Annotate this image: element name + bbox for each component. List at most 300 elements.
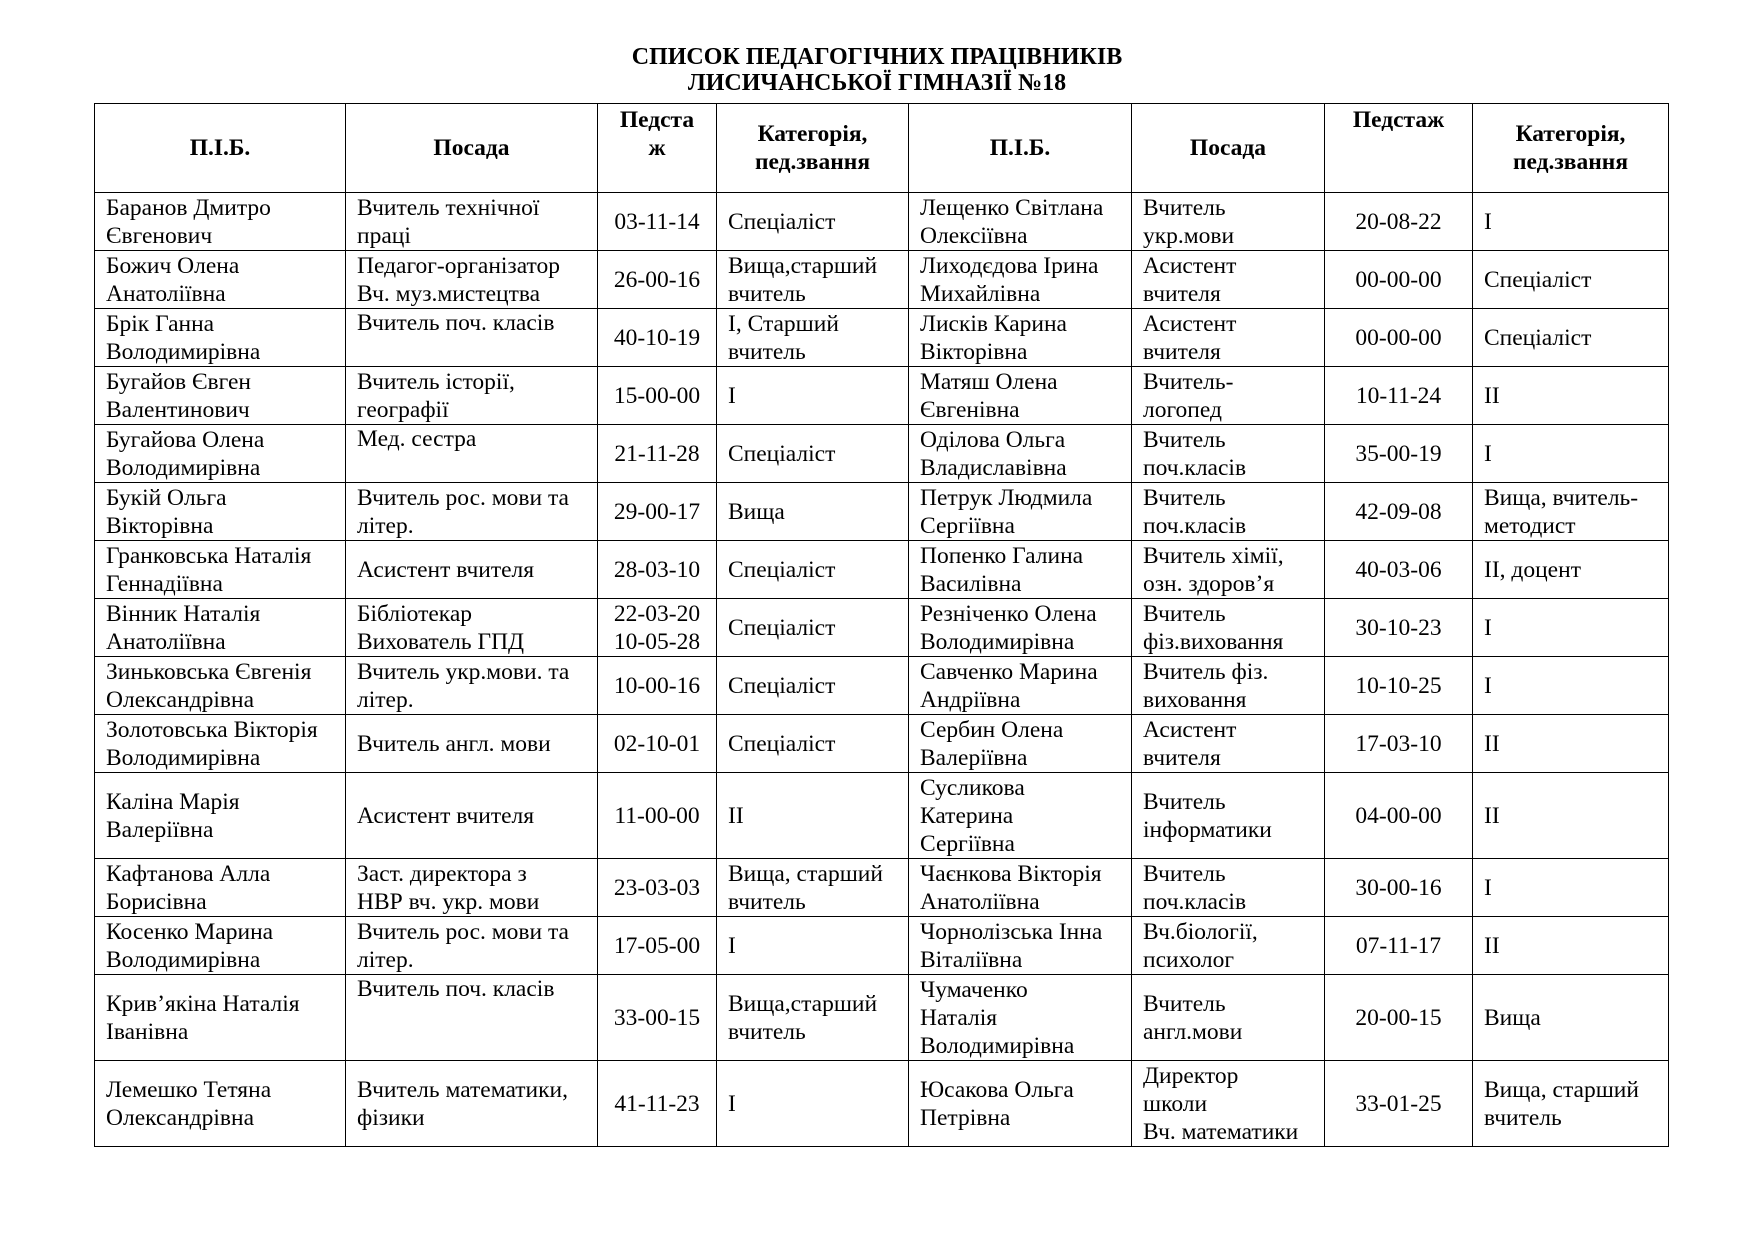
cell-position: [346, 859, 598, 917]
cell-line: Чумаченко: [920, 976, 1028, 1003]
cell-name-right: [909, 773, 1132, 859]
cell-line: Геннадіївна: [106, 570, 223, 597]
cell-line: Букій Ольга: [106, 484, 227, 511]
cell-line: Катерина: [920, 802, 1014, 829]
cell-experience-right: [1325, 193, 1473, 251]
cell-position-right: [1132, 251, 1325, 309]
cell-line: Спеціаліст: [728, 730, 836, 757]
cell-line: ІІ: [728, 802, 744, 829]
cell-category-right: [1473, 541, 1669, 599]
cell-experience-right: [1325, 1061, 1473, 1147]
cell-line: Вікторівна: [106, 512, 214, 539]
cell-line: поч.класів: [1143, 454, 1247, 481]
cell-line: Вінник Наталія: [106, 600, 261, 627]
cell-line: Петрівна: [920, 1104, 1011, 1131]
cell-line: Вчитель-: [1143, 368, 1234, 395]
cell-name-right: [909, 309, 1132, 367]
cell-line: Вчитель історії,: [357, 368, 515, 395]
cell-line: Олександрівна: [106, 686, 255, 713]
cell-line: Вчитель поч. класів: [357, 976, 555, 1002]
cell-experience-right: [1325, 309, 1473, 367]
cell-category: [717, 975, 909, 1061]
cell-experience-right: [1325, 773, 1473, 859]
cell-line: Чорнолізська Інна: [920, 918, 1103, 945]
cell-line: Асистент: [1143, 716, 1237, 743]
cell-position-right: [1132, 1061, 1325, 1147]
cell-line: Вища, старший: [728, 860, 883, 887]
cell-position-right: [1132, 917, 1325, 975]
cell-line: 15-00-00: [613, 382, 701, 409]
cell-position: [346, 367, 598, 425]
cell-position: [346, 541, 598, 599]
cell-line: 10-11-24: [1355, 382, 1442, 409]
cell-line: Віталіївна: [920, 946, 1023, 973]
cell-line: 11-00-00: [614, 802, 700, 829]
cell-position: [346, 773, 598, 859]
cell-line: вчитель: [728, 338, 806, 365]
cell-category: [717, 367, 909, 425]
table-row: [95, 859, 1669, 917]
cell-line: Валеріївна: [106, 816, 214, 843]
cell-line: Вчитель поч. класів: [357, 310, 555, 336]
cell-category-right: [1473, 599, 1669, 657]
cell-line: [357, 337, 589, 365]
cell-line: Іванівна: [106, 1018, 189, 1045]
cell-line: вчитель: [728, 888, 806, 915]
cell-experience: [598, 773, 717, 859]
table-row: [95, 975, 1669, 1061]
cell-line: 42-09-08: [1355, 498, 1442, 525]
cell-line: Лиходєдова Ірина: [920, 252, 1099, 279]
cell-name: [95, 975, 346, 1061]
cell-category: [717, 657, 909, 715]
cell-experience: [598, 859, 717, 917]
cell-category: [717, 917, 909, 975]
table-row: [95, 425, 1669, 483]
cell-experience-right: [1325, 859, 1473, 917]
cell-position-right: [1132, 309, 1325, 367]
cell-line: НВР вч. укр. мови: [357, 888, 540, 915]
cell-line: 20-08-22: [1355, 208, 1442, 235]
cell-line: Валеріївна: [920, 744, 1028, 771]
cell-line: Сергіївна: [920, 512, 1015, 539]
cell-category-right: [1473, 483, 1669, 541]
cell-line: фіз.виховання: [1143, 628, 1284, 655]
cell-experience: [598, 715, 717, 773]
cell-line: Борисівна: [106, 888, 207, 915]
cell-name: [95, 483, 346, 541]
cell-line: Вчитель: [1143, 194, 1226, 221]
cell-line: ІІ: [1484, 932, 1500, 959]
cell-line: Анатоліївна: [106, 280, 226, 307]
cell-line: Валентинович: [106, 396, 250, 423]
table-row: [95, 657, 1669, 715]
cell-line: Вч. математики: [1143, 1118, 1299, 1145]
cell-position: [346, 917, 598, 975]
cell-category-right: [1473, 251, 1669, 309]
cell-experience: [598, 975, 717, 1061]
header-category: Категорія, пед.звання: [717, 104, 909, 193]
cell-line: вчитель: [728, 1018, 806, 1045]
cell-line: Асистент: [1143, 310, 1237, 337]
cell-category-right: [1473, 425, 1669, 483]
cell-line: 33-00-15: [613, 1004, 701, 1031]
cell-line: Спеціаліст: [728, 208, 836, 235]
cell-line: Савченко Марина: [920, 658, 1098, 685]
cell-name-right: [909, 859, 1132, 917]
cell-position: [346, 483, 598, 541]
cell-line: Спеціаліст: [1484, 266, 1592, 293]
header-position: Посада: [346, 104, 598, 193]
cell-position-right: [1132, 975, 1325, 1061]
table-row: [95, 483, 1669, 541]
table-row: [95, 367, 1669, 425]
cell-line: Заст. директора з: [357, 860, 527, 887]
cell-line: ІІ: [1484, 802, 1500, 829]
cell-line: Гранковська Наталія: [106, 542, 312, 569]
cell-line: 20-00-15: [1355, 1004, 1442, 1031]
cell-line: Володимирівна: [920, 1032, 1075, 1059]
cell-name: [95, 1061, 346, 1147]
cell-line: Вища: [728, 498, 785, 525]
cell-name-right: [909, 975, 1132, 1061]
cell-category-right: [1473, 773, 1669, 859]
cell-line: І, Старший: [728, 310, 839, 337]
cell-line: Вчитель: [1143, 788, 1226, 815]
cell-line: Лемешко Тетяна: [106, 1076, 272, 1103]
cell-line: 23-03-03: [613, 874, 701, 901]
cell-experience-right: [1325, 917, 1473, 975]
cell-line: виховання: [1143, 686, 1247, 713]
cell-position: [346, 425, 598, 483]
cell-line: Крив’якіна Наталія: [106, 990, 300, 1017]
cell-line: 00-00-00: [1355, 324, 1442, 351]
cell-line: Вікторівна: [920, 338, 1028, 365]
cell-line: Вчитель: [1143, 860, 1226, 887]
cell-line: Наталія: [920, 1004, 998, 1031]
cell-line: 41-11-23: [614, 1090, 700, 1117]
cell-line: Володимирівна: [106, 744, 261, 771]
cell-category-right: [1473, 657, 1669, 715]
cell-line: Вища: [1484, 1004, 1541, 1031]
cell-line: літер.: [357, 686, 414, 713]
title-line-1: СПИСОК ПЕДАГОГІЧНИХ ПРАЦІВНИКІВ: [631, 44, 1123, 70]
cell-name: [95, 367, 346, 425]
cell-line: Сербин Олена: [920, 716, 1064, 743]
table-row: [95, 251, 1669, 309]
cell-line: 40-03-06: [1355, 556, 1442, 583]
cell-line: 30-00-16: [1355, 874, 1442, 901]
document-title: [0, 44, 1754, 96]
cell-line: ІІ: [1484, 730, 1500, 757]
cell-line: Спеціаліст: [1484, 324, 1592, 351]
cell-line: ІІ: [1484, 382, 1500, 409]
cell-name-right: [909, 917, 1132, 975]
cell-line: Лещенко Світлана: [920, 194, 1104, 221]
cell-line: Чаєнкова Вікторія: [920, 860, 1102, 887]
cell-line: вчителя: [1143, 744, 1221, 771]
cell-line: Косенко Марина: [106, 918, 274, 945]
cell-line: логопед: [1143, 396, 1222, 423]
cell-position-right: [1132, 483, 1325, 541]
cell-line: 07-11-17: [1355, 932, 1442, 959]
cell-experience-right: [1325, 541, 1473, 599]
cell-position: [346, 599, 598, 657]
cell-line: вчитель: [728, 280, 806, 307]
cell-line: Спеціаліст: [728, 614, 836, 641]
cell-line: 21-11-28: [614, 440, 700, 467]
cell-category: [717, 773, 909, 859]
cell-line: Вчитель рос. мови та: [357, 484, 569, 511]
cell-line: Вчитель хімії,: [1143, 542, 1284, 569]
cell-line: 04-00-00: [1355, 802, 1442, 829]
cell-line: Олександрівна: [106, 1104, 255, 1131]
table-row: [95, 599, 1669, 657]
cell-line: Михайлівна: [920, 280, 1041, 307]
cell-line: Вч. муз.мистецтва: [357, 280, 541, 307]
cell-experience-right: [1325, 483, 1473, 541]
cell-category: [717, 1061, 909, 1147]
cell-category: [717, 309, 909, 367]
cell-line: фізики: [357, 1104, 425, 1131]
cell-line: Василівна: [920, 570, 1022, 597]
cell-name: [95, 657, 346, 715]
cell-line: Вчитель: [1143, 600, 1226, 627]
header-position-right: Посада: [1132, 104, 1325, 193]
cell-name: [95, 425, 346, 483]
cell-line: Анатоліївна: [106, 628, 226, 655]
cell-position: [346, 975, 598, 1061]
cell-line: Педагог-організатор: [357, 252, 560, 279]
cell-line: І: [1484, 614, 1492, 641]
cell-line: Кафтанова Алла: [106, 860, 271, 887]
cell-line: Анатоліївна: [920, 888, 1040, 915]
cell-experience: [598, 425, 717, 483]
cell-line: інформатики: [1143, 816, 1272, 843]
cell-line: 26-00-16: [613, 266, 701, 293]
cell-line: Попенко Галина: [920, 542, 1084, 569]
cell-line: І: [1484, 440, 1492, 467]
cell-category: [717, 425, 909, 483]
cell-line: вчителя: [1143, 338, 1221, 365]
cell-line: 30-10-23: [1355, 614, 1442, 641]
cell-line: 40-10-19: [613, 324, 701, 351]
title-line-2: ЛИСИЧАНСЬКОЇ ГІМНАЗІЇ №18: [687, 70, 1067, 96]
table-row: [95, 309, 1669, 367]
cell-experience-right: [1325, 367, 1473, 425]
cell-line: Євгенівна: [920, 396, 1020, 423]
header-experience-right: Педстаж: [1325, 104, 1473, 193]
cell-line: вчитель: [1484, 1104, 1562, 1131]
cell-name-right: [909, 251, 1132, 309]
cell-name: [95, 917, 346, 975]
cell-category: [717, 251, 909, 309]
cell-name: [95, 541, 346, 599]
cell-line: І: [728, 382, 736, 409]
cell-name-right: [909, 599, 1132, 657]
cell-name-right: [909, 541, 1132, 599]
cell-line: літер.: [357, 946, 414, 973]
cell-line: методист: [1484, 512, 1576, 539]
cell-position-right: [1132, 541, 1325, 599]
cell-line: Володимирівна: [106, 454, 261, 481]
cell-line: Матяш Олена: [920, 368, 1058, 395]
cell-line: І: [728, 1090, 736, 1117]
cell-name-right: [909, 193, 1132, 251]
cell-line: 10-05-28: [613, 628, 701, 655]
header-experience: Педста ж: [598, 104, 717, 193]
cell-line: Вчитель: [1143, 484, 1226, 511]
cell-experience-right: [1325, 425, 1473, 483]
cell-category-right: [1473, 309, 1669, 367]
cell-category-right: [1473, 975, 1669, 1061]
cell-name: [95, 251, 346, 309]
cell-line: Вчитель: [1143, 990, 1226, 1017]
cell-line: 33-01-25: [1355, 1090, 1442, 1117]
cell-category: [717, 859, 909, 917]
table-row: [95, 917, 1669, 975]
cell-position: [346, 657, 598, 715]
cell-line: Вчитель рос. мови та: [357, 918, 569, 945]
cell-position-right: [1132, 367, 1325, 425]
cell-experience-right: [1325, 975, 1473, 1061]
cell-position: [346, 1061, 598, 1147]
cell-line: Вища, старший: [1484, 1076, 1639, 1103]
cell-line: озн. здоров’я: [1143, 570, 1275, 597]
cell-line: Резніченко Олена: [920, 600, 1097, 627]
cell-line: Вища,старший: [728, 990, 878, 1017]
cell-category: [717, 483, 909, 541]
cell-experience: [598, 599, 717, 657]
cell-category-right: [1473, 859, 1669, 917]
cell-position-right: [1132, 715, 1325, 773]
cell-line: [357, 1003, 589, 1031]
cell-line: Петрук Людмила: [920, 484, 1093, 511]
cell-line: Асистент: [1143, 252, 1237, 279]
cell-experience: [598, 193, 717, 251]
cell-line: психолог: [1143, 946, 1234, 973]
cell-position: [346, 715, 598, 773]
cell-category-right: [1473, 715, 1669, 773]
cell-position-right: [1132, 425, 1325, 483]
cell-experience: [598, 251, 717, 309]
cell-category-right: [1473, 1061, 1669, 1147]
cell-line: Бугайова Олена: [106, 426, 265, 453]
cell-experience: [598, 657, 717, 715]
cell-name: [95, 859, 346, 917]
cell-line: Вища, вчитель-: [1484, 484, 1639, 511]
cell-line: Бугайов Євген: [106, 368, 251, 395]
cell-line: праці: [357, 222, 411, 249]
cell-line: Владиславівна: [920, 454, 1067, 481]
table-row: [95, 1061, 1669, 1147]
staff-table: [94, 103, 1669, 1147]
cell-position-right: [1132, 599, 1325, 657]
cell-experience-right: [1325, 599, 1473, 657]
cell-category-right: [1473, 367, 1669, 425]
table-row: [95, 541, 1669, 599]
cell-line: Юсакова Ольга: [920, 1076, 1074, 1103]
table-header-row: [95, 104, 1669, 193]
cell-line: Спеціаліст: [728, 672, 836, 699]
cell-experience-right: [1325, 715, 1473, 773]
cell-name-right: [909, 715, 1132, 773]
cell-line: ІІ, доцент: [1484, 556, 1581, 583]
cell-line: І: [728, 932, 736, 959]
cell-position-right: [1132, 193, 1325, 251]
cell-line: І: [1484, 672, 1492, 699]
cell-line: Каліна Марія: [106, 788, 240, 815]
cell-line: Божич Олена: [106, 252, 240, 279]
cell-name: [95, 193, 346, 251]
cell-line: Директор: [1143, 1062, 1239, 1089]
cell-position: [346, 193, 598, 251]
cell-line: Асистент вчителя: [357, 802, 535, 829]
cell-category: [717, 715, 909, 773]
cell-name: [95, 773, 346, 859]
cell-line: 29-00-17: [613, 498, 701, 525]
cell-name-right: [909, 657, 1132, 715]
cell-line: Вчитель укр.мови. та: [357, 658, 570, 685]
cell-line: Сусликова: [920, 774, 1025, 801]
cell-experience: [598, 367, 717, 425]
cell-line: Вчитель фіз.: [1143, 658, 1269, 685]
cell-line: 22-03-20: [613, 600, 701, 627]
cell-line: Асистент вчителя: [357, 556, 535, 583]
cell-line: Олексіївна: [920, 222, 1028, 249]
cell-line: географії: [357, 396, 449, 423]
cell-line: 28-03-10: [613, 556, 701, 583]
cell-experience: [598, 917, 717, 975]
cell-line: 17-03-10: [1355, 730, 1442, 757]
cell-line: 17-05-00: [613, 932, 701, 959]
cell-category-right: [1473, 917, 1669, 975]
cell-line: Спеціаліст: [728, 440, 836, 467]
cell-position-right: [1132, 657, 1325, 715]
cell-line: школи: [1143, 1090, 1208, 1117]
cell-line: 35-00-19: [1355, 440, 1442, 467]
table-row: [95, 773, 1669, 859]
cell-position-right: [1132, 773, 1325, 859]
cell-line: укр.мови: [1143, 222, 1235, 249]
cell-line: Золотовська Вікторія: [106, 716, 318, 743]
cell-category-right: [1473, 193, 1669, 251]
cell-line: Євгенович: [106, 222, 213, 249]
cell-line: [357, 453, 589, 481]
cell-line: Вчитель технічної: [357, 194, 540, 221]
cell-experience-right: [1325, 251, 1473, 309]
cell-line: Оділова Ольга: [920, 426, 1066, 453]
cell-line: Спеціаліст: [728, 556, 836, 583]
table-row: [95, 193, 1669, 251]
cell-name-right: [909, 425, 1132, 483]
cell-line: 03-11-14: [614, 208, 700, 235]
cell-name-right: [909, 483, 1132, 541]
cell-line: Андріївна: [920, 686, 1021, 713]
cell-position: [346, 309, 598, 367]
cell-line: 10-10-25: [1355, 672, 1442, 699]
cell-experience: [598, 1061, 717, 1147]
cell-line: Бібліотекар: [357, 600, 473, 627]
cell-line: І: [1484, 874, 1492, 901]
cell-experience: [598, 483, 717, 541]
cell-line: Володимирівна: [106, 338, 261, 365]
cell-name: [95, 599, 346, 657]
cell-line: Сергіївна: [920, 830, 1015, 857]
cell-name: [95, 309, 346, 367]
cell-position-right: [1132, 859, 1325, 917]
cell-category: [717, 193, 909, 251]
